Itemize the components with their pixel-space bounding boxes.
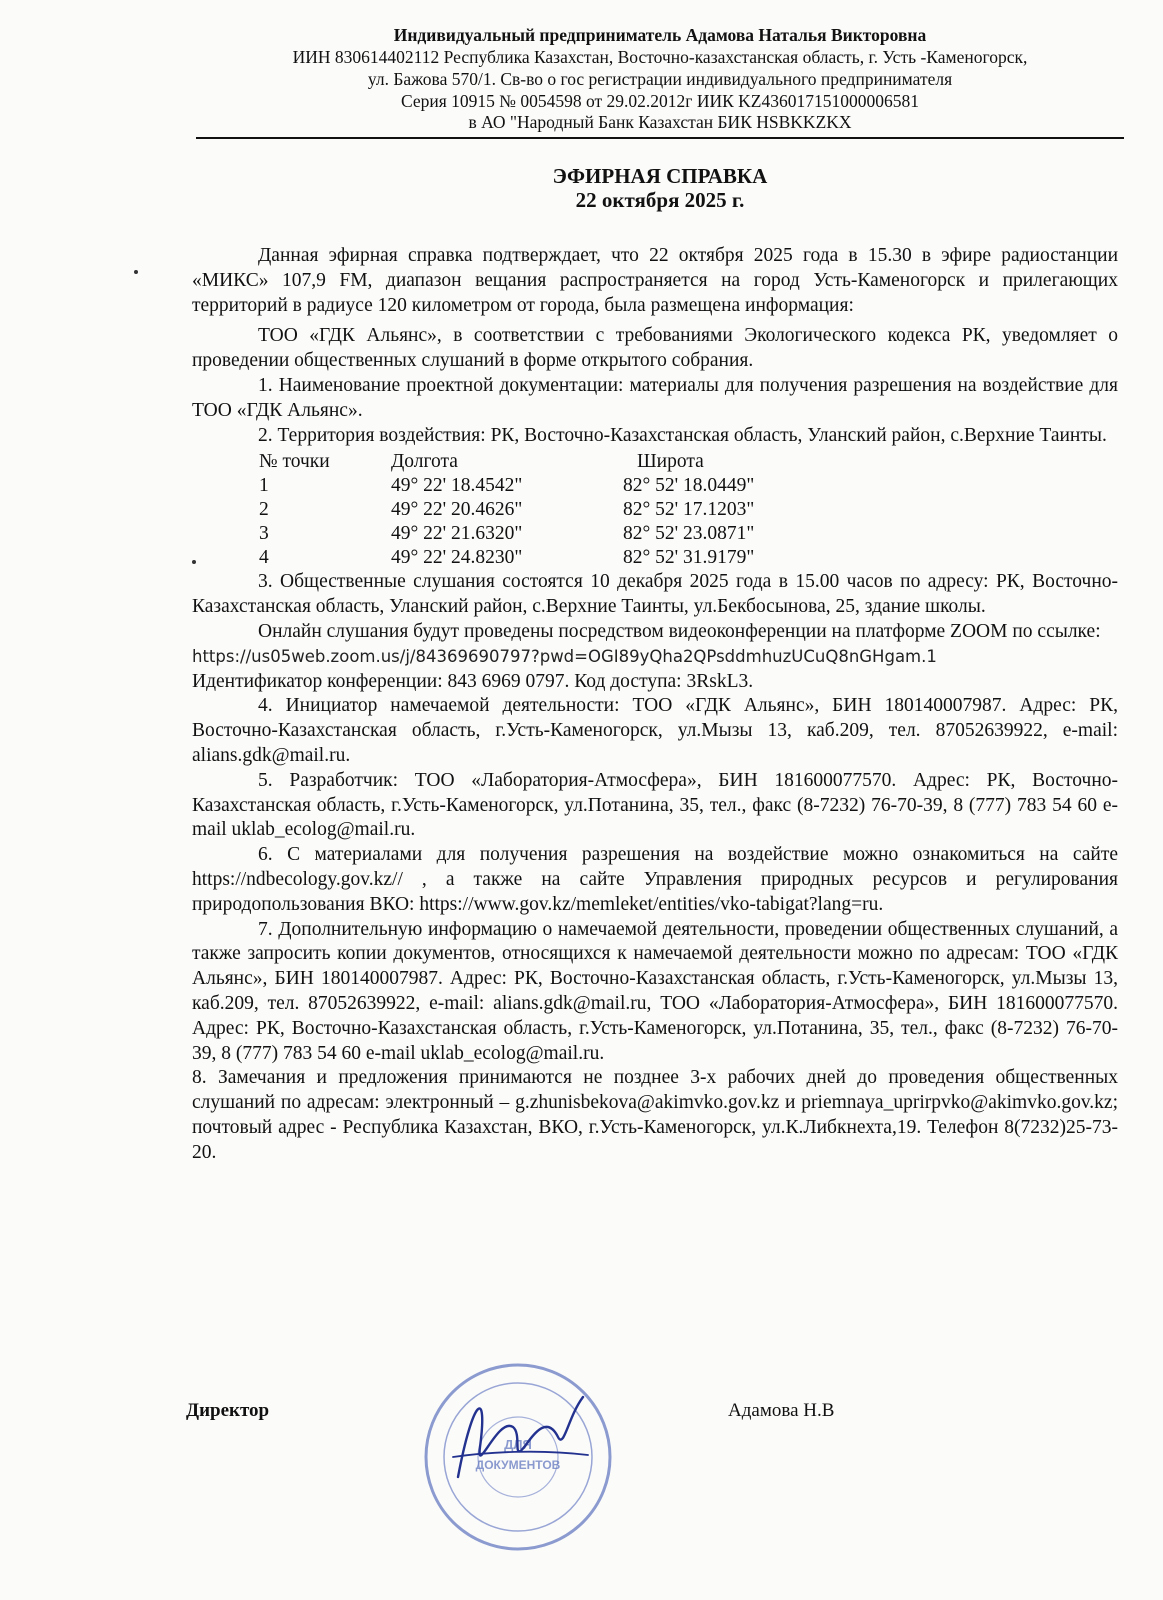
paragraph-intro: Данная эфирная справка подтверждает, что 22 октября 2025 года в 15.30 в эфире радиостанции «МИКС» 107,9 FM, диапазон вещания распространяется на город Усть-Каменогорск и прилегающих территорий в радиусе 120 километром от города, была размещена информация: — [192, 245, 1118, 316]
cell-latitude: 82° 52' 17.1203" — [623, 499, 755, 521]
signature-role: Директор — [186, 1400, 270, 1421]
table-row — [259, 522, 857, 546]
document-title: ЭФИРНАЯ СПРАВКА — [552, 164, 768, 188]
cell-point: 3 — [259, 523, 269, 545]
issuer-name: Индивидуальный предприниматель Адамова Наталья Викторовна — [393, 25, 927, 45]
signature-name: Адамова Н.В — [728, 1400, 835, 1421]
paragraph-item-2: 2. Территория воздействия: РК, Восточно-Казахстанская область, Уланский район, с.Верхние Таинты. — [258, 424, 1107, 446]
paragraph-item-6: 6. С материалами для получения разрешения на воздействие можно ознакомиться на сайте https://ndbecology.gov.kz// , а также на сайте Управления природных ресурсов и регулирования природопользования ВКО: https://www.gov.kz/memleket/entities/vko-tabigat?lang=ru. — [192, 844, 1118, 915]
table-row — [259, 474, 857, 498]
issuer-iin-address: ИИН 830614402112 Республика Казахстан, Восточно-казахстанская область, г. Усть -Каменогорск, — [292, 47, 1028, 67]
paragraph-item-4: 4. Инициатор намечаемой деятельности: ТОО «ГДК Альянс», БИН 180140007987. Адрес: РК, Восточно-Казахстанская область, г.Усть-Каменогорск, ул.Мызы 13, каб.209, тел. 87052639922, e-mail: alians.gdk@mail.ru. — [192, 695, 1118, 766]
table-row — [259, 498, 857, 522]
issuer-bank: в АО "Народный Банк Казахстан БИК HSBKKZKX — [468, 112, 852, 132]
zoom-link[interactable]: https://us05web.zoom.us/j/84369690797?pwd=OGI89yQha2QPsddmhuzUCuQ8nGHgam.1 — [192, 646, 937, 666]
paragraph-online: Онлайн слушания будут проведены посредством видеоконференции на платформе ZOOM по ссылке: — [258, 620, 1101, 642]
document-body — [192, 244, 1118, 1166]
paragraph-item-8: 8. Замечания и предложения принимаются не позднее 3-х рабочих дней до проведения общественных слушаний по адресам: электронный – g.zhunisbekova@akimvko.gov.kz и priemnaya_uprirpvko@akimvko.gov.kz; почтовый адрес - Республика Казахстан, ВКО, г.Усть-Каменогорск, ул.К.Либкнехта,19. Телефон 8(7232)25-73-20. — [192, 1067, 1118, 1163]
column-header-latitude: Широта — [637, 451, 704, 473]
cell-latitude: 82° 52' 31.9179" — [623, 547, 755, 569]
cell-point: 1 — [259, 475, 269, 497]
svg-text:ДЛЯ: ДЛЯ — [504, 1437, 532, 1452]
table-header-row — [259, 450, 857, 474]
scan-speck — [134, 270, 138, 274]
cell-longitude: 49° 22' 18.4542" — [391, 475, 523, 497]
paragraph-notice: ТОО «ГДК Альянс», в соответствии с требованиями Экологического кодекса РК, уведомляет о проведении общественных слушаний в форме открытого собрания. — [192, 325, 1118, 372]
zoom-link-line — [192, 645, 1118, 670]
paragraph-conference-id: Идентификатор конференции: 843 6969 0797. Код доступа: 3RskL3. — [192, 670, 754, 692]
svg-text:ДОКУМЕНТОВ: ДОКУМЕНТОВ — [475, 1458, 561, 1472]
header-divider — [196, 137, 1124, 139]
document-date: 22 октября 2025 г. — [575, 188, 745, 212]
column-header-point: № точки — [259, 451, 330, 473]
issuer-registration: Серия 10915 № 0054598 от 29.02.2012г ИИК KZ436017151000006581 — [400, 91, 919, 111]
paragraph-item-5: 5. Разработчик: ТОО «Лаборатория-Атмосфера», БИН 181600077570. Адрес: РК, Восточно-Казахстанская область, г.Усть-Каменогорск, ул.Потанина, 35, тел., факс (8-7232) 76-70-39, 8 (777) 783 54 60 e-mail uklab_ecolog@mail.ru. — [192, 769, 1118, 841]
column-header-longitude: Долгота — [391, 451, 458, 473]
official-stamp-icon — [418, 1357, 618, 1557]
paragraph-item-1: 1. Наименование проектной документации: материалы для получения разрешения на воздействие для ТОО «ГДК Альянс». — [192, 374, 1118, 421]
cell-longitude: 49° 22' 24.8230" — [391, 547, 523, 569]
cell-latitude: 82° 52' 18.0449" — [623, 475, 755, 497]
cell-point: 2 — [259, 499, 269, 521]
cell-latitude: 82° 52' 23.0871" — [623, 523, 755, 545]
paragraph-item-7: 7. Дополнительную информацию о намечаемой деятельности, проведении общественных слушаний, а также запросить копии документов, относящихся к намечаемой деятельности можно по адресам: ТОО «ГДК Альянс», БИН 180140007987. Адрес: РК, Восточно-Казахстанская область, г.Усть-Каменогорск, ул.Мызы 13, каб.209, тел. 87052639922, e-mail: alians.gdk@mail.ru, ТОО «Лаборатория-Атмосфера», БИН 181600077570. Адрес: РК, Восточно-Казахстанская область, г.Усть-Каменогорск, ул.Потанина, 35, тел., факс (8-7232) 76-70-39, 8 (777) 783 54 60 e-mail uklab_ecolog@mail.ru. — [192, 918, 1118, 1064]
scan-speck — [192, 560, 196, 564]
cell-longitude: 49° 22' 20.4626" — [391, 499, 523, 521]
cell-point: 4 — [259, 547, 269, 569]
paragraph-item-3: 3. Общественные слушания состоятся 10 декабря 2025 года в 15.00 часов по адресу: РК, Восточно-Казахстанская область, Уланский район, с.Верхние Таинты, ул.Бекбосынова, 25, здание школы. — [192, 571, 1118, 618]
issuer-street: ул. Бажова 570/1. Св-во о гос регистрации индивидуального предпринимателя — [367, 69, 953, 89]
coordinates-table — [259, 450, 857, 570]
table-row — [259, 546, 857, 570]
cell-longitude: 49° 22' 21.6320" — [391, 523, 523, 545]
